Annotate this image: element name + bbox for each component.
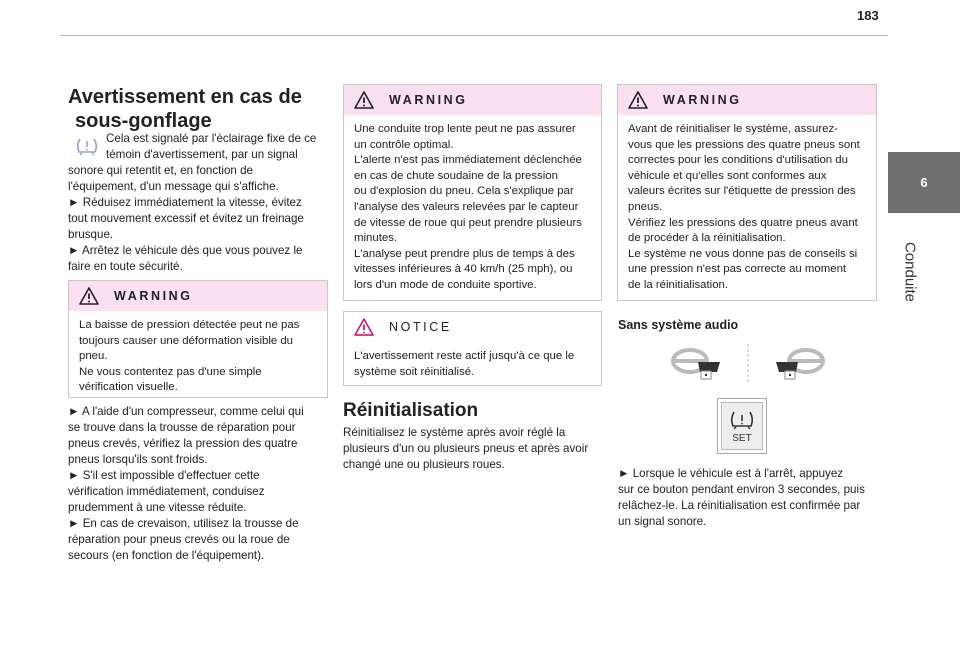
text-line: de vitesse de roue qui peut prendre plusieurs	[354, 216, 582, 229]
warning-body	[344, 115, 601, 302]
warning-triangle-icon	[628, 91, 648, 109]
dashboard-illustration	[668, 340, 828, 384]
text-line: correctes pour les conditions d'utilisation du	[628, 154, 848, 167]
text-line: système soit réinitialisé.	[354, 365, 475, 378]
text-line: Cela est signalé par l'éclairage fixe de ce	[106, 132, 317, 145]
text-line: relâchez-le. La réinitialisation est confirmée par	[618, 499, 861, 512]
set-button[interactable]	[717, 398, 767, 454]
warning-title: WARNING	[389, 93, 468, 107]
right-steering-wheel-icon	[776, 350, 823, 379]
chapter-label	[880, 227, 940, 317]
text-line: minutes.	[354, 232, 398, 245]
text-line: vous que les pressions des quatre pneus sont	[628, 138, 860, 151]
warning-box	[617, 84, 877, 301]
text-line: Ne vous contentez pas d'une simple	[79, 365, 262, 378]
text-line: ► Arrêtez le véhicule dès que vous pouvez le	[68, 244, 303, 257]
text-line: l'analyse des valeurs relevées par le capteur	[354, 200, 579, 213]
title-line: Avertissement en cas de	[68, 86, 302, 108]
chapter-label-text: Conduite	[901, 241, 919, 303]
intro-text	[68, 131, 330, 275]
text-line: en cas de chute soudaine de la pression	[354, 169, 558, 182]
text-line: véhicule et qu'elles sont conformes aux	[628, 169, 827, 182]
text-line: vérification immédiatement, conduisez	[68, 485, 265, 498]
column-1	[68, 85, 328, 133]
text-line: prudemment à une vitesse réduite.	[68, 501, 247, 514]
top-divider	[60, 35, 888, 36]
text-line: tout mouvement excessif et évitez un freinage	[68, 212, 304, 225]
text-line: témoin d'avertissement, par un signal	[106, 148, 298, 161]
text-line: de la réinitialisation.	[628, 278, 729, 291]
instructions-text	[68, 404, 330, 564]
text-line: un signal sonore.	[618, 515, 707, 528]
warning-title: WARNING	[663, 93, 742, 107]
text-line: réparation pour pneus crevés ou la roue de	[68, 533, 290, 546]
text-line: une pression n'est pas correcte au moment	[628, 263, 847, 276]
tire-pressure-icon	[722, 406, 762, 436]
text-line: de procéder à la réinitialisation.	[628, 232, 786, 245]
text-line: ► Lorsque le véhicule est à l'arrêt, appuyez	[618, 467, 844, 480]
text-line: Réinitialisez le système après avoir réglé la	[343, 426, 566, 439]
text-line: vérification visuelle.	[79, 381, 178, 394]
text-line: Le système ne vous donne pas de conseils si	[628, 247, 858, 260]
text-line: pneu.	[79, 350, 108, 363]
text-line: toujours causer une déformation visible du	[79, 334, 294, 347]
text-line: Vérifiez les pressions des quatre pneus avant	[628, 216, 858, 229]
text-line: ► Réduisez immédiatement la vitesse, évitez	[68, 196, 302, 209]
warning-body	[69, 311, 327, 404]
text-line: sonore qui retentit et, en fonction de	[68, 164, 253, 177]
set-button-label: SET	[732, 433, 752, 444]
text-line: se trouve dans la trousse de réparation pour	[68, 421, 296, 434]
text-line: vitesses inférieures à 40 km/h (25 mph), ou	[354, 263, 573, 276]
section-title	[68, 85, 328, 133]
notice-box	[343, 311, 602, 386]
text-line: ► A l'aide d'un compresseur, comme celui qui	[68, 405, 304, 418]
text-line: changé une ou plusieurs roues.	[343, 458, 505, 471]
warning-body	[618, 115, 876, 302]
reinit-title: Réinitialisation	[343, 400, 479, 421]
text-line: ou d'explosion du pneu. Cela s'explique par	[354, 185, 574, 198]
warning-box	[343, 84, 602, 301]
text-line: ► En cas de crevaison, utilisez la trousse de	[68, 517, 299, 530]
notice-body	[344, 342, 601, 388]
text-line: valeurs écrites sur l'étiquette de pression des	[628, 185, 856, 198]
text-line: Une conduite trop lente peut ne pas assurer	[354, 123, 576, 135]
notice-title: NOTICE	[389, 320, 452, 334]
warning-header	[344, 85, 601, 115]
warning-triangle-icon	[79, 287, 99, 305]
text-line: pneus.	[628, 200, 663, 213]
chapter-number: 6	[920, 175, 928, 190]
page-number: 183	[857, 8, 879, 23]
chapter-tab[interactable]	[888, 152, 960, 213]
warning-title: WARNING	[114, 289, 193, 303]
text-line: ► S'il est impossible d'effectuer cette	[68, 469, 260, 482]
text-line: L'analyse peut prendre plus de temps à des	[354, 247, 575, 260]
left-steering-wheel-icon	[673, 350, 720, 379]
text-line: brusque.	[68, 228, 114, 241]
text-line: faire en toute sécurité.	[68, 260, 183, 273]
subheading-no-audio: Sans système audio	[618, 318, 739, 332]
warning-header	[618, 85, 876, 115]
text-line: pneus lorsqu'ils sont froids.	[68, 453, 208, 466]
text-line: un contrôle optimal.	[354, 138, 454, 151]
notice-header	[344, 312, 601, 342]
text-line: L'alerte n'est pas immédiatement déclenchée	[354, 154, 582, 167]
text-line: secours (en fonction de l'équipement).	[68, 549, 265, 562]
title-line: sous-gonflage	[75, 110, 212, 132]
text-line: pneus crevés, vérifiez la pression des quatre	[68, 437, 298, 450]
warning-box	[68, 280, 328, 398]
text-line: l'équipement, d'un message qui s'affiche.	[68, 180, 279, 193]
reinit-section	[343, 399, 605, 473]
text-line: lors d'un mode de conduite sportive.	[354, 278, 537, 291]
reset-instructions	[618, 466, 880, 530]
warning-triangle-icon	[354, 91, 374, 109]
text-line: Avant de réinitialiser le système, assurez-	[628, 123, 838, 135]
warning-header	[69, 281, 327, 311]
text-line: La baisse de pression détectée peut ne pas	[79, 319, 300, 331]
notice-triangle-icon	[354, 318, 374, 336]
text-line: sur ce bouton pendant environ 3 secondes, puis	[618, 483, 865, 496]
text-line: L'avertissement reste actif jusqu'à ce que le	[354, 350, 575, 362]
text-line: plusieurs d'un ou plusieurs pneus et après avoir	[343, 442, 589, 455]
